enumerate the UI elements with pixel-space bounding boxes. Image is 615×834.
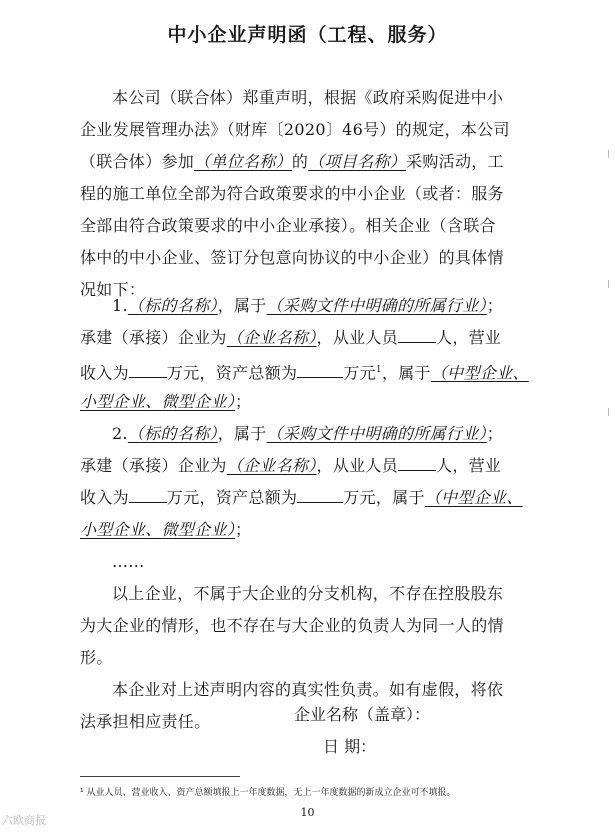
project-name-placeholder: （项目名称） (308, 152, 407, 171)
item-2-line-4 (80, 520, 251, 540)
company-name-placeholder: （企业名称） (226, 328, 317, 347)
item-text: 人，营业 (436, 456, 502, 475)
item-text: 万元，资产总额为 (166, 363, 298, 383)
intro-line-3 (80, 152, 504, 172)
para3-line-1: 本企业对上述声明内容的真实性负责。如有虚假，将依 (112, 680, 504, 699)
item-text: ，属于 (217, 424, 267, 443)
intro-line-1: 本公司（联合体）郑重声明，根据《政府采购促进中小 (112, 88, 504, 107)
industry-placeholder: （采购文件中明确的所属行业） (266, 424, 487, 443)
para3-line-2: 法承担相应责任。 (80, 712, 211, 731)
item-text: ； (486, 296, 504, 315)
item-2-line-1 (112, 424, 503, 444)
item-number: 2. (112, 424, 128, 443)
intro-line-4: 程的施工单位全部为符合政策要求的中小企业（或者：服务 (80, 184, 504, 203)
item-text: ； (235, 520, 252, 539)
item-text: 承建（承接）企业为 (80, 328, 227, 347)
intro-line-7: 况如下： (80, 280, 146, 299)
page-number: 10 (300, 806, 315, 819)
item-text: 承建（承接）企业为 (80, 456, 227, 475)
item-text: 万元 (343, 488, 376, 507)
ellipsis: …… (112, 552, 145, 571)
industry-placeholder: （采购文件中明确的所属行业） (266, 296, 487, 315)
item-1-line-4 (80, 392, 251, 412)
watermark: 六欧商报 (2, 814, 46, 827)
company-name-seal-label: 企业名称（盖章）： (294, 705, 431, 724)
item-text: 万元，资产总额为 (166, 488, 298, 507)
date-label: 日 期： (323, 737, 377, 756)
assets-blank (297, 488, 343, 503)
subject-name-placeholder: （标的名称） (127, 424, 218, 443)
para2-line-3: 形。 (80, 648, 113, 667)
subject-name-placeholder: （标的名称） (127, 296, 218, 315)
scan-edge-mark (605, 408, 609, 416)
scan-edge-mark (605, 280, 609, 288)
footnote-divider (80, 776, 240, 777)
item-2-line-3 (80, 488, 523, 508)
staff-blank (398, 456, 436, 471)
intro-text: （联合体）参加 (80, 152, 195, 171)
item-text: ，从业人员 (316, 456, 399, 475)
unit-name-placeholder: （单位名称） (194, 152, 292, 171)
item-text: 人，营业 (436, 328, 502, 347)
item-1-line-3 (80, 360, 529, 383)
company-name-placeholder: （企业名称） (226, 456, 317, 475)
item-text: ，从业人员 (316, 328, 399, 347)
para2-line-2: 为大企业的情形，也不存在与大企业的负责人为同一人的情 (80, 616, 504, 635)
footnote: ¹ 从业人员、营业收入、资产总额填报上一年度数据，无上一年度数据的新成立企业可不填报。 (80, 788, 456, 798)
intro-line-5: 全部由符合政策要求的中小企业承接）。相关企业（含联合 (80, 216, 496, 235)
revenue-blank (129, 488, 167, 503)
enterprise-size-placeholder: 小型企业、微型企业） (80, 392, 236, 411)
item-text: ，属于 (381, 363, 431, 383)
enterprise-size-placeholder: （中型企业、 (430, 363, 529, 383)
assets-blank (297, 363, 343, 378)
item-text: 万元 (343, 363, 376, 383)
item-text: ，属于 (217, 296, 267, 315)
intro-text: 采购活动，工 (406, 152, 504, 171)
intro-line-2: 企业发展管理办法》（财库〔2020〕46号）的规定，本公司 (80, 120, 510, 139)
enterprise-size-placeholder: （中型企业、 (424, 488, 523, 507)
item-number: 1. (112, 296, 128, 315)
item-text: ，属于 (375, 488, 425, 507)
item-1-line-1 (112, 296, 503, 316)
item-1-line-2 (80, 328, 501, 348)
para2-line-1: 以上企业，不属于大企业的分支机构，不存在控股股东 (112, 584, 504, 603)
intro-line-6: 体中的中小企业、签订分包意向协议的中小企业）的具体情 (80, 248, 504, 267)
footnote-mark: 1 (375, 365, 382, 375)
intro-text: 的 (291, 152, 309, 171)
enterprise-size-placeholder: 小型企业、微型企业） (80, 520, 236, 539)
item-2-line-2 (80, 456, 501, 476)
item-text: 收入为 (80, 363, 129, 383)
staff-blank (398, 328, 436, 343)
item-text: ； (486, 424, 504, 443)
scan-edge-mark (605, 150, 609, 158)
page-title: 中小企业声明函（工程、服务） (167, 24, 448, 46)
revenue-blank (129, 363, 167, 378)
item-text: 收入为 (80, 488, 129, 507)
item-text: ； (235, 392, 252, 411)
